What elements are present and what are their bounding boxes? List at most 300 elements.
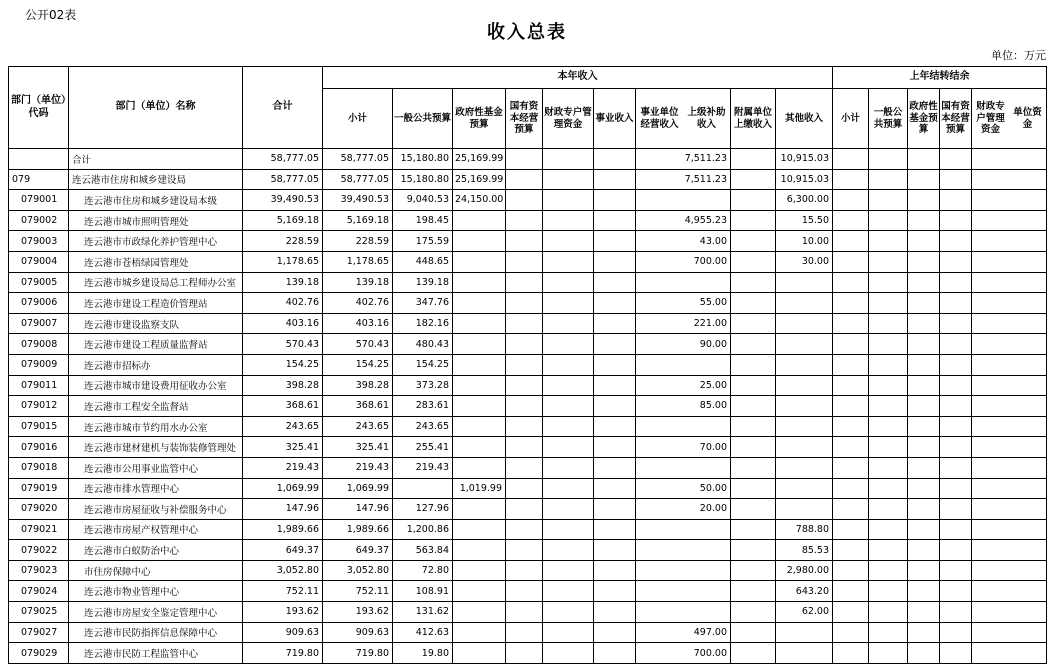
cell-py-govt-fund [908, 313, 940, 334]
cell-cy-business-income [594, 581, 636, 602]
cell-code: 079012 [9, 396, 69, 417]
cell-cy-fiscal-account [543, 313, 594, 334]
cell-cy-state-capital [506, 643, 543, 664]
table-row [9, 416, 1047, 437]
cell-cy-general-public: 15,180.80 [393, 169, 453, 190]
cell-py-general-public [869, 519, 908, 540]
cell-cy-superior-subsidy: 90.00 [636, 334, 731, 355]
cell-cy-affiliated-remit [731, 643, 776, 664]
cell-cy-govt-fund [453, 354, 506, 375]
cell-cy-general-public: 412.63 [393, 622, 453, 643]
income-summary-table [8, 66, 1047, 664]
cell-name: 连云港市房屋产权管理中心 [69, 519, 243, 540]
cell-cy-fiscal-account [543, 190, 594, 211]
col-header-cy-subtotal: 小计 [323, 89, 393, 149]
cell-cy-govt-fund: 25,169.99 [453, 149, 506, 170]
cell-cy-state-capital [506, 190, 543, 211]
cell-cy-govt-fund [453, 375, 506, 396]
cell-cy-other-income: 6,300.00 [776, 190, 833, 211]
cell-cy-business-income [594, 169, 636, 190]
cell-cy-affiliated-remit [731, 149, 776, 170]
cell-cy-general-public: 127.96 [393, 499, 453, 520]
cell-cy-subtotal: 402.76 [323, 293, 393, 314]
cell-cy-fiscal-account [543, 519, 594, 540]
cell-cy-affiliated-remit [731, 416, 776, 437]
cell-py-state-capital [940, 416, 972, 437]
table-row [9, 190, 1047, 211]
cell-total: 402.76 [243, 293, 323, 314]
cell-cy-other-income: 15.50 [776, 210, 833, 231]
cell-py-govt-fund [908, 581, 940, 602]
cell-cy-general-public: 198.45 [393, 210, 453, 231]
table-row [9, 293, 1047, 314]
cell-cy-superior-subsidy [636, 272, 731, 293]
cell-py-fiscal-unit-funds [972, 416, 1047, 437]
cell-cy-govt-fund [453, 251, 506, 272]
cell-cy-state-capital [506, 478, 543, 499]
page-title: 收入总表 [487, 22, 567, 43]
unit-note: 单位：万元 [991, 49, 1046, 62]
cell-name: 市住房保障中心 [69, 560, 243, 581]
cell-cy-fiscal-account [543, 581, 594, 602]
cell-cy-subtotal: 403.16 [323, 313, 393, 334]
cell-py-fiscal-unit-funds [972, 519, 1047, 540]
cell-cy-general-public: 448.65 [393, 251, 453, 272]
cell-py-subtotal [833, 210, 869, 231]
cell-py-fiscal-unit-funds [972, 149, 1047, 170]
cell-cy-state-capital [506, 334, 543, 355]
cell-py-subtotal [833, 457, 869, 478]
cell-cy-govt-fund [453, 560, 506, 581]
cell-cy-state-capital [506, 499, 543, 520]
cell-cy-business-income [594, 375, 636, 396]
cell-py-govt-fund [908, 169, 940, 190]
table-row [9, 622, 1047, 643]
cell-py-general-public [869, 251, 908, 272]
cell-py-subtotal [833, 272, 869, 293]
cell-py-govt-fund [908, 293, 940, 314]
cell-cy-state-capital [506, 560, 543, 581]
cell-total: 5,169.18 [243, 210, 323, 231]
cell-py-general-public [869, 293, 908, 314]
cell-py-govt-fund [908, 149, 940, 170]
cell-py-fiscal-unit-funds [972, 437, 1047, 458]
cell-cy-business-income [594, 396, 636, 417]
col-header-cy-unit-operating: 事业单位经营收入 [640, 106, 679, 130]
col-header-cy-general-public: 一般公共预算 [393, 89, 453, 149]
cell-py-fiscal-unit-funds [972, 457, 1047, 478]
cell-py-govt-fund [908, 416, 940, 437]
cell-cy-business-income [594, 540, 636, 561]
cell-total: 39,490.53 [243, 190, 323, 211]
cell-py-subtotal [833, 396, 869, 417]
cell-total: 154.25 [243, 354, 323, 375]
col-header-total: 合计 [243, 67, 323, 149]
cell-cy-fiscal-account [543, 375, 594, 396]
cell-name: 连云港市城乡建设局总工程师办公室 [69, 272, 243, 293]
cell-cy-fiscal-account [543, 622, 594, 643]
cell-py-subtotal [833, 293, 869, 314]
cell-total: 219.43 [243, 457, 323, 478]
cell-py-fiscal-unit-funds [972, 190, 1047, 211]
cell-py-general-public [869, 602, 908, 623]
cell-py-subtotal [833, 231, 869, 252]
cell-cy-general-public: 243.65 [393, 416, 453, 437]
cell-cy-fiscal-account [543, 149, 594, 170]
cell-name: 连云港市住房和城乡建设局 [69, 169, 243, 190]
cell-py-govt-fund [908, 602, 940, 623]
table-row [9, 313, 1047, 334]
cell-py-state-capital [940, 622, 972, 643]
cell-cy-superior-subsidy: 55.00 [636, 293, 731, 314]
cell-py-govt-fund [908, 231, 940, 252]
cell-total: 1,069.99 [243, 478, 323, 499]
cell-cy-other-income [776, 334, 833, 355]
cell-cy-fiscal-account [543, 602, 594, 623]
cell-cy-fiscal-account [543, 231, 594, 252]
cell-py-subtotal [833, 622, 869, 643]
cell-py-subtotal [833, 375, 869, 396]
cell-cy-subtotal: 228.59 [323, 231, 393, 252]
cell-code: 079016 [9, 437, 69, 458]
cell-cy-affiliated-remit [731, 478, 776, 499]
cell-cy-general-public: 1,200.86 [393, 519, 453, 540]
cell-cy-other-income [776, 643, 833, 664]
cell-py-fiscal-unit-funds [972, 581, 1047, 602]
cell-py-subtotal [833, 251, 869, 272]
cell-py-general-public [869, 149, 908, 170]
cell-cy-affiliated-remit [731, 210, 776, 231]
col-header-name: 部门（单位）名称 [69, 67, 243, 149]
cell-cy-superior-subsidy [636, 416, 731, 437]
cell-py-state-capital [940, 540, 972, 561]
cell-py-subtotal [833, 149, 869, 170]
cell-py-govt-fund [908, 457, 940, 478]
cell-cy-general-public: 139.18 [393, 272, 453, 293]
cell-total: 193.62 [243, 602, 323, 623]
cell-py-govt-fund [908, 540, 940, 561]
cell-py-general-public [869, 396, 908, 417]
cell-py-state-capital [940, 169, 972, 190]
cell-cy-affiliated-remit [731, 581, 776, 602]
cell-total: 752.11 [243, 581, 323, 602]
cell-code: 079015 [9, 416, 69, 437]
cell-cy-superior-subsidy: 497.00 [636, 622, 731, 643]
cell-code: 079003 [9, 231, 69, 252]
cell-cy-general-public: 347.76 [393, 293, 453, 314]
cell-py-govt-fund [908, 519, 940, 540]
cell-total: 58,777.05 [243, 149, 323, 170]
cell-cy-subtotal: 58,777.05 [323, 169, 393, 190]
col-header-cy-affiliated-remit: 附属单位上缴收入 [731, 89, 776, 149]
table-row [9, 643, 1047, 664]
cell-cy-general-public: 19.80 [393, 643, 453, 664]
cell-py-general-public [869, 540, 908, 561]
cell-cy-fiscal-account [543, 643, 594, 664]
cell-cy-subtotal: 398.28 [323, 375, 393, 396]
cell-py-subtotal [833, 478, 869, 499]
cell-code: 079002 [9, 210, 69, 231]
cell-py-state-capital [940, 210, 972, 231]
table-row [9, 272, 1047, 293]
cell-code: 079020 [9, 499, 69, 520]
cell-py-state-capital [940, 375, 972, 396]
cell-py-state-capital [940, 457, 972, 478]
table-row [9, 149, 1047, 170]
group-header-prior-year: 上年结转结余 [833, 67, 1047, 89]
cell-cy-fiscal-account [543, 416, 594, 437]
cell-name: 连云港市房屋征收与补偿服务中心 [69, 499, 243, 520]
table-row [9, 375, 1047, 396]
cell-cy-affiliated-remit [731, 457, 776, 478]
cell-cy-subtotal: 193.62 [323, 602, 393, 623]
cell-cy-superior-subsidy: 221.00 [636, 313, 731, 334]
cell-name: 连云港市民防工程监管中心 [69, 643, 243, 664]
cell-cy-other-income [776, 293, 833, 314]
cell-cy-superior-subsidy [636, 457, 731, 478]
cell-cy-state-capital [506, 293, 543, 314]
cell-py-state-capital [940, 313, 972, 334]
cell-cy-general-public: 373.28 [393, 375, 453, 396]
cell-py-subtotal [833, 334, 869, 355]
cell-cy-other-income [776, 416, 833, 437]
cell-cy-fiscal-account [543, 354, 594, 375]
cell-total: 909.63 [243, 622, 323, 643]
cell-cy-subtotal: 909.63 [323, 622, 393, 643]
cell-cy-state-capital [506, 272, 543, 293]
cell-code: 079001 [9, 190, 69, 211]
cell-code: 079007 [9, 313, 69, 334]
cell-code: 079004 [9, 251, 69, 272]
cell-cy-other-income: 30.00 [776, 251, 833, 272]
cell-cy-other-income: 62.00 [776, 602, 833, 623]
cell-name: 连云港市建设工程质量监督站 [69, 334, 243, 355]
cell-py-govt-fund [908, 643, 940, 664]
cell-py-govt-fund [908, 210, 940, 231]
cell-cy-affiliated-remit [731, 437, 776, 458]
cell-cy-subtotal: 368.61 [323, 396, 393, 417]
cell-cy-business-income [594, 643, 636, 664]
cell-cy-affiliated-remit [731, 293, 776, 314]
cell-py-govt-fund [908, 190, 940, 211]
col-header-cy-fiscal-account: 财政专户管理资金 [543, 89, 594, 149]
cell-cy-fiscal-account [543, 272, 594, 293]
cell-cy-subtotal: 1,989.66 [323, 519, 393, 540]
cell-cy-general-public: 563.84 [393, 540, 453, 561]
cell-py-subtotal [833, 313, 869, 334]
cell-total: 649.37 [243, 540, 323, 561]
cell-cy-govt-fund [453, 272, 506, 293]
cell-total: 403.16 [243, 313, 323, 334]
cell-py-subtotal [833, 560, 869, 581]
cell-total: 3,052.80 [243, 560, 323, 581]
cell-py-subtotal [833, 602, 869, 623]
cell-cy-affiliated-remit [731, 354, 776, 375]
cell-cy-govt-fund [453, 457, 506, 478]
cell-cy-govt-fund [453, 643, 506, 664]
cell-cy-govt-fund [453, 396, 506, 417]
cell-cy-subtotal: 219.43 [323, 457, 393, 478]
cell-py-state-capital [940, 602, 972, 623]
cell-py-state-capital [940, 437, 972, 458]
cell-cy-fiscal-account [543, 396, 594, 417]
cell-py-state-capital [940, 519, 972, 540]
cell-py-govt-fund [908, 396, 940, 417]
cell-cy-govt-fund [453, 602, 506, 623]
table-row [9, 210, 1047, 231]
cell-py-state-capital [940, 499, 972, 520]
cell-cy-subtotal: 39,490.53 [323, 190, 393, 211]
cell-py-subtotal [833, 499, 869, 520]
cell-name: 连云港市市政绿化养护管理中心 [69, 231, 243, 252]
cell-cy-business-income [594, 560, 636, 581]
cell-cy-affiliated-remit [731, 396, 776, 417]
cell-py-general-public [869, 190, 908, 211]
cell-code: 079006 [9, 293, 69, 314]
cell-cy-subtotal: 147.96 [323, 499, 393, 520]
cell-cy-govt-fund [453, 334, 506, 355]
cell-py-subtotal [833, 190, 869, 211]
table-row [9, 251, 1047, 272]
cell-cy-subtotal: 570.43 [323, 334, 393, 355]
cell-cy-fiscal-account [543, 437, 594, 458]
cell-cy-other-income [776, 272, 833, 293]
table-row [9, 231, 1047, 252]
cell-cy-general-public: 182.16 [393, 313, 453, 334]
cell-cy-subtotal: 752.11 [323, 581, 393, 602]
cell-name: 连云港市招标办 [69, 354, 243, 375]
cell-cy-fiscal-account [543, 457, 594, 478]
cell-cy-fiscal-account [543, 560, 594, 581]
cell-cy-other-income: 788.80 [776, 519, 833, 540]
cell-cy-other-income: 2,980.00 [776, 560, 833, 581]
cell-py-fiscal-unit-funds [972, 354, 1047, 375]
table-row [9, 437, 1047, 458]
col-header-cy-operating-superior [636, 89, 731, 149]
cell-py-govt-fund [908, 334, 940, 355]
cell-cy-fiscal-account [543, 499, 594, 520]
cell-cy-business-income [594, 334, 636, 355]
col-header-py-unit-funds: 单位资金 [1013, 106, 1042, 130]
cell-py-fiscal-unit-funds [972, 251, 1047, 272]
cell-cy-general-public: 9,040.53 [393, 190, 453, 211]
cell-py-general-public [869, 560, 908, 581]
col-header-cy-business-income: 事业收入 [594, 89, 636, 149]
cell-cy-superior-subsidy: 70.00 [636, 437, 731, 458]
cell-cy-state-capital [506, 313, 543, 334]
cell-total: 570.43 [243, 334, 323, 355]
col-header-cy-state-capital: 国有资本经营预算 [506, 89, 543, 149]
cell-py-state-capital [940, 334, 972, 355]
table-row [9, 457, 1047, 478]
cell-cy-subtotal: 719.80 [323, 643, 393, 664]
cell-cy-business-income [594, 354, 636, 375]
cell-code: 079011 [9, 375, 69, 396]
cell-cy-affiliated-remit [731, 622, 776, 643]
cell-cy-state-capital [506, 581, 543, 602]
cell-py-general-public [869, 210, 908, 231]
table-row [9, 478, 1047, 499]
col-header-py-fiscal-unit [972, 89, 1047, 149]
cell-cy-fiscal-account [543, 334, 594, 355]
cell-code: 079018 [9, 457, 69, 478]
cell-cy-superior-subsidy: 85.00 [636, 396, 731, 417]
table-row [9, 499, 1047, 520]
cell-name: 连云港市工程安全监督站 [69, 396, 243, 417]
cell-cy-business-income [594, 437, 636, 458]
cell-py-subtotal [833, 519, 869, 540]
cell-cy-affiliated-remit [731, 169, 776, 190]
cell-py-govt-fund [908, 251, 940, 272]
cell-py-state-capital [940, 231, 972, 252]
col-header-cy-superior-subsidy: 上级补助收入 [687, 106, 726, 130]
cell-code: 079019 [9, 478, 69, 499]
cell-cy-other-income: 643.20 [776, 581, 833, 602]
cell-py-fiscal-unit-funds [972, 602, 1047, 623]
cell-code [9, 149, 69, 170]
cell-cy-other-income: 85.53 [776, 540, 833, 561]
cell-cy-superior-subsidy [636, 540, 731, 561]
cell-py-fiscal-unit-funds [972, 622, 1047, 643]
cell-cy-superior-subsidy [636, 519, 731, 540]
cell-code: 079025 [9, 602, 69, 623]
cell-py-general-public [869, 231, 908, 252]
cell-py-subtotal [833, 437, 869, 458]
cell-total: 228.59 [243, 231, 323, 252]
cell-cy-affiliated-remit [731, 602, 776, 623]
table-body [9, 149, 1047, 664]
cell-name: 连云港市住房和城乡建设局本级 [69, 190, 243, 211]
cell-py-subtotal [833, 643, 869, 664]
col-header-py-fiscal-account: 财政专户管理资金 [976, 100, 1005, 136]
cell-cy-general-public: 219.43 [393, 457, 453, 478]
form-label: 公开02表 [25, 8, 77, 22]
cell-py-fiscal-unit-funds [972, 272, 1047, 293]
cell-cy-other-income [776, 437, 833, 458]
cell-cy-subtotal: 139.18 [323, 272, 393, 293]
cell-name: 连云港市建设工程造价管理站 [69, 293, 243, 314]
cell-py-general-public [869, 169, 908, 190]
cell-cy-fiscal-account [543, 293, 594, 314]
cell-cy-general-public: 255.41 [393, 437, 453, 458]
cell-cy-subtotal: 325.41 [323, 437, 393, 458]
cell-cy-other-income [776, 622, 833, 643]
cell-cy-govt-fund [453, 622, 506, 643]
table-row [9, 540, 1047, 561]
cell-py-general-public [869, 643, 908, 664]
cell-py-general-public [869, 457, 908, 478]
cell-py-subtotal [833, 354, 869, 375]
cell-name: 连云港市建设监察支队 [69, 313, 243, 334]
cell-cy-state-capital [506, 396, 543, 417]
cell-py-state-capital [940, 251, 972, 272]
cell-py-govt-fund [908, 622, 940, 643]
cell-py-subtotal [833, 416, 869, 437]
cell-py-fiscal-unit-funds [972, 169, 1047, 190]
cell-cy-general-public: 480.43 [393, 334, 453, 355]
cell-cy-state-capital [506, 416, 543, 437]
cell-cy-govt-fund: 25,169.99 [453, 169, 506, 190]
cell-cy-govt-fund [453, 519, 506, 540]
cell-cy-business-income [594, 313, 636, 334]
cell-code: 079023 [9, 560, 69, 581]
cell-total: 58,777.05 [243, 169, 323, 190]
cell-cy-business-income [594, 622, 636, 643]
cell-py-fiscal-unit-funds [972, 334, 1047, 355]
cell-py-fiscal-unit-funds [972, 293, 1047, 314]
cell-py-state-capital [940, 643, 972, 664]
cell-cy-govt-fund: 1,019.99 [453, 478, 506, 499]
